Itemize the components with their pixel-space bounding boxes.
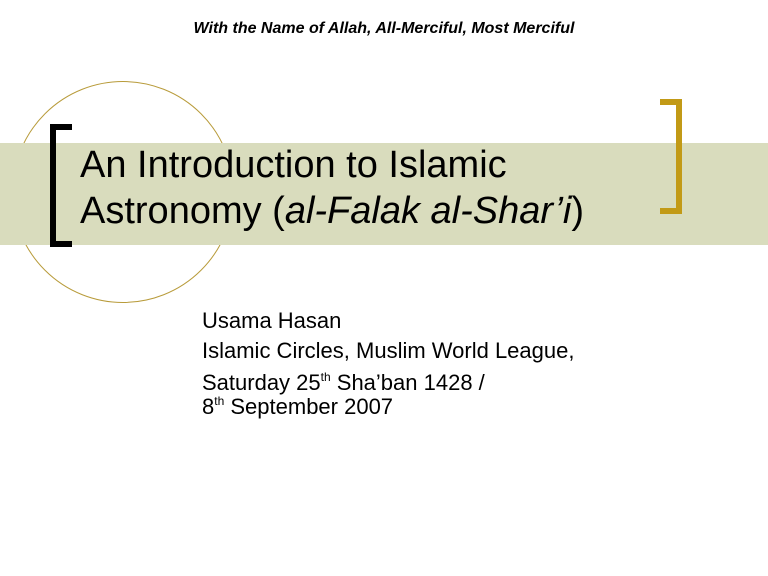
title-line-2-start: Astronomy (	[80, 190, 285, 232]
slide-title	[80, 142, 680, 234]
slide-subtitle	[202, 306, 722, 419]
date-gregorian-ordinal: th	[214, 394, 225, 408]
title-line-2	[80, 188, 680, 234]
title-line-2-end: )	[571, 190, 584, 232]
date-hijri-end: Sha’ban 1428 /	[330, 370, 485, 395]
date-gregorian-end: September 2007	[224, 394, 394, 419]
date-line-hijri	[202, 371, 722, 395]
left-bracket-decoration	[50, 124, 72, 247]
date-line-gregorian	[202, 395, 722, 419]
title-line-1: An Introduction to Islamic	[80, 144, 507, 186]
title-italic-term: al-Falak al-Shar’i	[284, 190, 572, 232]
date-gregorian-start: 8	[202, 394, 215, 419]
date-hijri-ordinal: th	[320, 370, 331, 384]
date-block	[202, 371, 722, 419]
header-text: With the Name of Allah, All-Merciful, Most Merciful	[193, 20, 575, 37]
date-hijri-start: Saturday 25	[202, 370, 321, 395]
organization-name: Islamic Circles, Muslim World League,	[202, 338, 575, 363]
author-name: Usama Hasan	[202, 308, 342, 333]
